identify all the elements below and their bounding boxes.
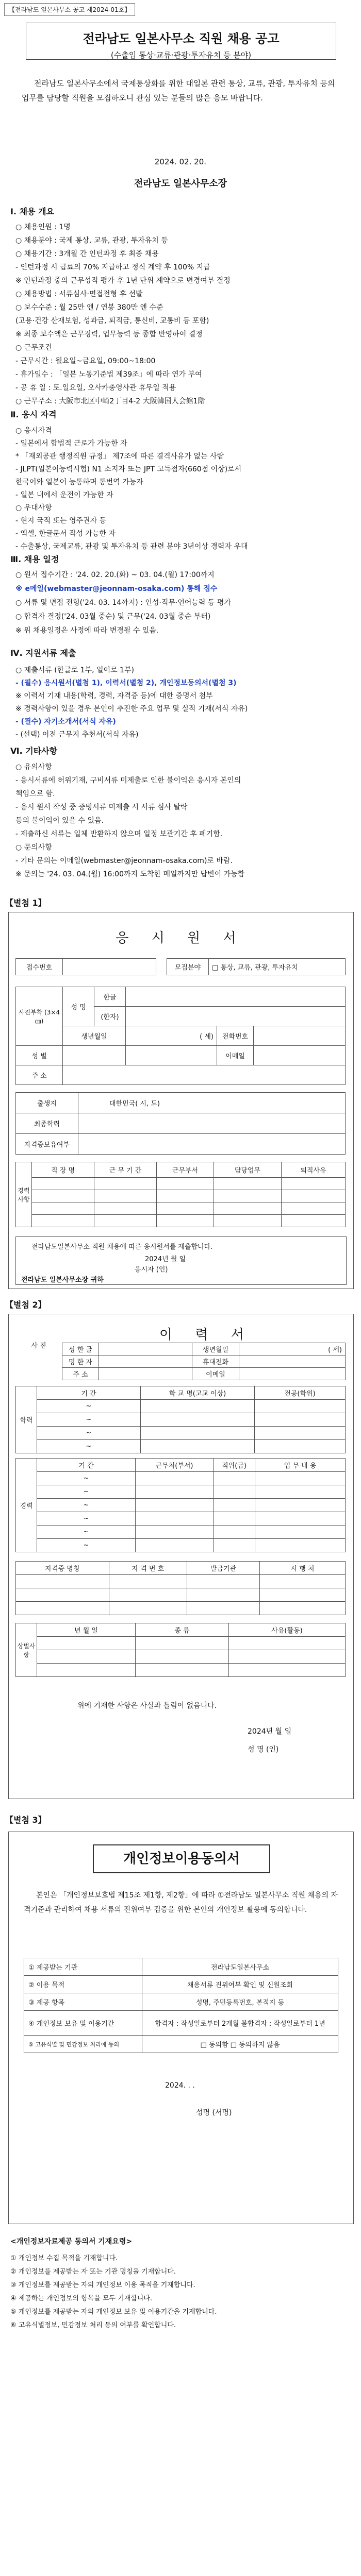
rc-col-duty: 업 무 내 용 xyxy=(255,1459,346,1472)
sec2-line: * 「재외공관 행정직원 규정」 제7조에 따른 결격사유가 없는 사람 xyxy=(15,452,224,461)
intro-paragraph: 전라남도 일본사무소에서 국제통상화를 위한 대일본 관련 통상, 교류, 관광, 투자유치 등의 업무를 담당할 직원을 모집하오니 관심 있는 분들의 많은 응모 바랍니다. xyxy=(22,79,335,103)
note-line: ⑥ 고유식별정보, 민감정보 처리 동의 여부를 확인합니다. xyxy=(10,2321,176,2329)
resume-phone-label: 휴대전화 xyxy=(192,1355,239,1367)
resume-title: 이 력 서 xyxy=(159,1327,253,1343)
career-cell[interactable] xyxy=(94,1202,157,1215)
lic-cell[interactable] xyxy=(260,1588,346,1602)
gender-value[interactable] xyxy=(63,1046,126,1065)
award-cell[interactable] xyxy=(136,1637,229,1650)
career-col-duty: 담당업무 xyxy=(214,1162,282,1178)
award-cell[interactable] xyxy=(136,1650,229,1664)
edu-col-major: 전공(학위) xyxy=(255,1386,346,1400)
page-title: 전라남도 일본사무소 직원 채용 공고 xyxy=(83,31,280,46)
edu-period[interactable]: ~ xyxy=(37,1440,141,1453)
career-cell[interactable] xyxy=(157,1215,214,1227)
resume-confirm: 위에 기재한 사항은 사실과 틀림이 없음니다. xyxy=(77,1702,217,1710)
career-side-label-2: 경력 xyxy=(16,1459,37,1552)
rc-cell[interactable] xyxy=(214,1526,255,1539)
sec2-line: - JLPT(일본어능력시험) N1 소지자 또는 JPT 고득점자(660점 이상)로서 xyxy=(15,465,242,473)
edu-cell[interactable] xyxy=(255,1400,346,1413)
consent-row-value: 채용서류 진위여부 확인 및 신원조회 xyxy=(142,1976,338,1993)
edu-period[interactable]: ~ xyxy=(37,1427,141,1440)
resume-email-value[interactable] xyxy=(239,1367,346,1380)
resume-date[interactable]: 2024년 월 일 xyxy=(248,1727,292,1736)
lic-col-name: 자격증 명칭 xyxy=(16,1562,109,1575)
sec4-line: ○ 제출서류 (한글로 1부, 일어로 1부) xyxy=(15,666,134,674)
spacer-cell xyxy=(126,1046,217,1065)
rc-cell[interactable] xyxy=(136,1472,214,1485)
career-col-period: 근 무 기 간 xyxy=(94,1162,157,1178)
edu-col-school: 학 교 명(고교 이상) xyxy=(141,1386,255,1400)
career-cell[interactable] xyxy=(94,1215,157,1227)
award-col-date: 년 월 일 xyxy=(37,1623,136,1637)
edu-cell[interactable] xyxy=(255,1440,346,1453)
announcement-date: 2024. 02. 20. xyxy=(154,157,207,166)
rc-cell[interactable] xyxy=(255,1499,346,1512)
note-line: ① 개인정보 수집 목적을 기재합니다. xyxy=(10,2255,118,2262)
career-cell[interactable] xyxy=(32,1178,94,1190)
sec2-line: 한국어와 일본어 능통하며 통번역 가능자 xyxy=(15,478,143,486)
resume-personal-table xyxy=(15,1322,346,1380)
resume-award-table xyxy=(15,1623,346,1677)
career-cell[interactable] xyxy=(282,1202,346,1215)
career-cell[interactable] xyxy=(32,1202,94,1215)
rc-period[interactable]: ~ xyxy=(37,1539,136,1552)
sec1-line: - 휴가일수 : 「일본 노동기준법 제39조」에 따라 연가 부여 xyxy=(15,370,202,379)
sec1-line: ※ 인턴과정 중의 근무성적 평가 후 1년 단위 계약으로 변경여부 결정 xyxy=(15,277,231,285)
announcement-signer: 전라남도 일본사무소장 xyxy=(134,178,227,189)
hangul-label: 한글 xyxy=(94,987,126,1007)
sec3-line: ※ e메일(webmaster@jeonnam-osaka.com) 통해 접수 xyxy=(15,585,218,593)
sec3-line: ○ 원서 접수기간 : '24. 02. 20.(화) ~ 03. 04.(월) 17:00까지 xyxy=(15,571,215,579)
edu-cell[interactable] xyxy=(141,1413,255,1427)
resume-career-table xyxy=(15,1458,346,1552)
award-cell[interactable] xyxy=(37,1664,136,1677)
sec3-line: ○ 합격자 결정('24. 03월 중순) 및 근무('24. 03월 중순 부터) xyxy=(15,613,211,621)
edu-period[interactable]: ~ xyxy=(37,1413,141,1427)
career-col-company: 직 장 명 xyxy=(32,1162,94,1178)
sec4-line: - (필수) 응시원서(별첨 1), 이력서(별첨 2), 개인정보동의서(별첨 3) xyxy=(15,679,237,687)
lic-col-number: 자 격 번 호 xyxy=(109,1562,187,1575)
consent-row-label: ② 이용 목적 xyxy=(24,1976,142,1993)
sec6-line: ※ 문의는 '24. 03. 04.(월) 16:00까지 도착한 메일까지만 답변이 가능함 xyxy=(15,870,245,878)
consent-row-value: 성명, 주민등록번호, 본적지 등 xyxy=(142,1993,338,2011)
resume-name-hangul: 성 한 글 xyxy=(62,1343,99,1355)
sec4-line: ※ 경력사항이 있을 경우 본인이 추진한 주요 업무 및 실적 기재(서식 자유) xyxy=(15,705,248,713)
rc-period[interactable]: ~ xyxy=(37,1485,136,1499)
resume-education-table xyxy=(15,1386,346,1453)
lic-cell[interactable] xyxy=(16,1602,109,1615)
resume-address-label: 주 소 xyxy=(62,1367,99,1380)
section-heading-documents: Ⅳ. 지원서류 제출 xyxy=(10,648,76,658)
lic-cell[interactable] xyxy=(260,1602,346,1615)
career-col-dept: 근무부서 xyxy=(157,1162,214,1178)
sec2-line: - 수출통상, 국제교류, 관광 및 투자유치 등 관련 분야 3년이상 경력자 우대 xyxy=(15,543,248,551)
sec1-line: ※ 최종 보수액은 근무경력, 업무능력 등 종합 반영하여 결정 xyxy=(15,330,203,338)
consent-table xyxy=(24,1958,338,2053)
resume-birth-age[interactable]: ( 세) xyxy=(239,1343,346,1355)
section-heading-overview: Ⅰ. 채용 개요 xyxy=(10,207,54,216)
sec4-line: - (필수) 자기소개서(서식 자유) xyxy=(15,718,116,726)
career-cell[interactable] xyxy=(214,1190,282,1202)
lic-col-org: 시 행 처 xyxy=(260,1562,346,1575)
career-cell[interactable] xyxy=(157,1190,214,1202)
application-personal-table xyxy=(15,987,346,1085)
lic-cell[interactable] xyxy=(16,1575,109,1588)
rc-cell[interactable] xyxy=(136,1485,214,1499)
appendix-1-label: 【별첨 1】 xyxy=(5,898,46,908)
rc-cell[interactable] xyxy=(136,1526,214,1539)
declaration-text: 전라남도일본사무소 직원 채용에 따른 응시원서를 제출합니다. xyxy=(31,1243,213,1251)
resume-license-table xyxy=(15,1561,346,1615)
appendix-2-label: 【별첨 2】 xyxy=(5,1300,46,1310)
declaration-applicant[interactable]: 응시자 (인) xyxy=(135,1266,168,1274)
receipt-label: 접수번호 xyxy=(16,959,63,975)
declaration-to: 전라남도 일본사무소장 귀하 xyxy=(21,1276,104,1284)
application-background-table xyxy=(15,1092,346,1155)
receipt-value[interactable] xyxy=(63,959,156,975)
resume-name-hangul-value[interactable] xyxy=(99,1343,192,1355)
field-label: 모집분야 xyxy=(167,959,209,975)
rc-cell[interactable] xyxy=(136,1539,214,1552)
note-line: ③ 개인정보를 제공받는 자의 개인정보 이용 목적을 기재합니다. xyxy=(10,2281,195,2289)
education-value[interactable] xyxy=(78,1113,346,1134)
edu-cell[interactable] xyxy=(255,1413,346,1427)
lic-cell[interactable] xyxy=(109,1588,187,1602)
birth-age[interactable]: ( 세) xyxy=(126,1026,217,1046)
career-cell[interactable] xyxy=(32,1215,94,1227)
section-heading-etc: Ⅵ. 기타사항 xyxy=(10,746,58,756)
birthplace-value[interactable]: 대한민국( 시, 도) xyxy=(78,1093,346,1113)
lic-cell[interactable] xyxy=(187,1602,260,1615)
edu-cell[interactable] xyxy=(141,1440,255,1453)
resume-birth-label: 생년월일 xyxy=(192,1343,239,1355)
phone-value[interactable] xyxy=(254,1026,346,1046)
career-cell[interactable] xyxy=(94,1178,157,1190)
email-label: 이메일 xyxy=(217,1046,254,1065)
sec6-line: ○ 문의사항 xyxy=(15,843,52,852)
award-cell[interactable] xyxy=(229,1637,346,1650)
birth-label: 생년월일 xyxy=(63,1026,126,1046)
career-cell[interactable] xyxy=(214,1202,282,1215)
education-side-label: 학력 xyxy=(16,1386,37,1453)
award-side-label: 상벌사항 xyxy=(16,1623,37,1677)
notice-number: 【전라남도 일본사무소 공고 제2024-01호】 xyxy=(4,3,135,16)
address-label: 주 소 xyxy=(16,1065,63,1085)
lic-cell[interactable] xyxy=(187,1575,260,1588)
resume-photo[interactable]: 사 진 xyxy=(31,1342,46,1350)
birthplace-label: 출생지 xyxy=(16,1093,78,1113)
rc-cell[interactable] xyxy=(214,1472,255,1485)
section-heading-qualification: Ⅱ. 응시 자격 xyxy=(10,410,57,419)
career-cell[interactable] xyxy=(157,1202,214,1215)
sec1-line: ○ 채용방법 : 서류심사·면접전형 후 선발 xyxy=(15,290,143,298)
sec1-line: ○ 근무조건 xyxy=(15,344,52,352)
rc-cell[interactable] xyxy=(136,1499,214,1512)
sec1-line: ○ 보수수준 : 월 25만 엔 / 연봉 380만 엔 수준 xyxy=(15,303,163,312)
career-cell[interactable] xyxy=(282,1215,346,1227)
consent-row-value: 전라남도일본사무소 xyxy=(142,1958,338,1976)
edu-cell[interactable] xyxy=(255,1427,346,1440)
rc-cell[interactable] xyxy=(136,1512,214,1526)
award-cell[interactable] xyxy=(229,1664,346,1677)
career-cell[interactable] xyxy=(157,1178,214,1190)
resume-sign[interactable]: 성 명 (인) xyxy=(248,1745,279,1754)
sec3-line: ○ 서류 및 면접 전형('24. 03. 14까지) : 인성·직무·언어능력 등 평가 xyxy=(15,599,231,607)
resume-phone-value[interactable] xyxy=(239,1355,346,1367)
career-cell[interactable] xyxy=(214,1178,282,1190)
lic-cell[interactable] xyxy=(109,1602,187,1615)
award-cell[interactable] xyxy=(37,1637,136,1650)
lic-cell[interactable] xyxy=(260,1575,346,1588)
career-cell[interactable] xyxy=(282,1178,346,1190)
award-col-type: 종 류 xyxy=(136,1623,229,1637)
career-cell[interactable] xyxy=(282,1190,346,1202)
sec6-line: - 응시 원서 작성 중 증빙서류 미제출 시 서류 심사 탈락 xyxy=(15,803,188,811)
sec3-line: ※ 위 채용일정은 사정에 따라 변경될 수 있음. xyxy=(15,626,159,635)
resume-name-hanja-value[interactable] xyxy=(99,1355,192,1367)
consent-row-label: ④ 개인정보 보유 및 이용기간 xyxy=(24,2011,142,2036)
sec6-line: - 기타 문의는 이메일(webmaster@jeonnam-osaka.com)로 바람. xyxy=(15,857,233,865)
lic-cell[interactable] xyxy=(187,1588,260,1602)
career-side-label: 경력사항 xyxy=(16,1162,32,1227)
award-cell[interactable] xyxy=(37,1650,136,1664)
consent-sign[interactable]: 성명 (서명) xyxy=(196,2109,232,2117)
award-col-reason: 사유(활동) xyxy=(229,1623,346,1637)
note-line: ⑤ 개인정보를 제공받는 자의 개인정보 보유 및 이용기간을 기재합니다. xyxy=(10,2308,217,2316)
sec1-line: (고용·건강 산재보험, 성과금, 퇴직금, 통신비, 교통비 등 포함) xyxy=(15,317,209,325)
note-line: ② 개인정보를 제공받는 자 또는 기관 명칭을 기재합니다. xyxy=(10,2268,176,2276)
award-cell[interactable] xyxy=(136,1664,229,1677)
rc-cell[interactable] xyxy=(255,1485,346,1499)
rc-period[interactable]: ~ xyxy=(37,1472,136,1485)
resume-address-value[interactable] xyxy=(99,1367,192,1380)
consent-agree-checkbox[interactable]: □ 동의함 □ 동의하지 않음 xyxy=(142,2036,338,2053)
edu-cell[interactable] xyxy=(141,1400,255,1413)
section-heading-schedule: Ⅲ. 채용 일정 xyxy=(10,554,59,564)
photo-box[interactable]: 사진부착 (3×4㎝) xyxy=(16,987,63,1046)
consent-date[interactable]: 2024. . . xyxy=(165,2081,195,2090)
career-table xyxy=(15,1162,346,1227)
notes-title: <개인정보자료제공 동의서 기재요령> xyxy=(10,2238,133,2246)
address-value[interactable] xyxy=(63,1065,346,1085)
resume-name-hanja: 명 한 자 xyxy=(62,1355,99,1367)
sec1-line: ○ 채용기간 : 3개월 간 인턴과정 후 최종 채용 xyxy=(15,250,159,258)
sec2-line: ○ 응시자격 xyxy=(15,427,52,435)
edu-period[interactable]: ~ xyxy=(37,1400,141,1413)
rc-cell[interactable] xyxy=(255,1526,346,1539)
rc-cell[interactable] xyxy=(255,1512,346,1526)
rc-period[interactable]: ~ xyxy=(37,1512,136,1526)
phone-label: 전화번호 xyxy=(217,1026,254,1046)
rc-col-org: 근무처(부서) xyxy=(136,1459,214,1472)
sec2-line: - 일본에서 합법적 근로가 가능한 자 xyxy=(15,439,127,448)
hanja-label: (한자) xyxy=(94,1007,126,1026)
career-col-reason: 퇴직사유 xyxy=(282,1162,346,1178)
sec1-line: - 근무시간 : 월요일~금요일, 09:00~18:00 xyxy=(15,357,156,365)
appendix-3-label: 【별첨 3】 xyxy=(5,1815,46,1825)
rc-cell[interactable] xyxy=(214,1485,255,1499)
rc-cell[interactable] xyxy=(214,1499,255,1512)
sec6-line: ○ 유의사항 xyxy=(15,763,52,771)
license-value[interactable] xyxy=(78,1134,346,1155)
sec2-line: - 일본 내에서 운전이 가능한 자 xyxy=(15,491,113,499)
gender-label: 성 별 xyxy=(16,1046,63,1065)
declaration-date[interactable]: 2024년 월 일 xyxy=(145,1256,186,1263)
lic-cell[interactable] xyxy=(16,1588,109,1602)
sec2-line: ○ 우대사항 xyxy=(15,504,52,512)
rc-cell[interactable] xyxy=(214,1539,255,1552)
rc-col-rank: 직위(급) xyxy=(214,1459,255,1472)
resume-email-label: 이메일 xyxy=(192,1367,239,1380)
rc-period[interactable]: ~ xyxy=(37,1526,136,1539)
field-options[interactable]: □ 통상, 교류, 관광, 투자유치 xyxy=(209,959,346,975)
consent-body: 본인은 「개인정보보호법 제15조 제1항, 제2항」에 따라 ①전라남도 일본사무소 직원 채용의 자격기준과 관리하여 채용 서류의 진위여부 검증을 위한 본인의 개인정보 활용에 동의합니다. xyxy=(24,1891,338,1914)
rc-cell[interactable] xyxy=(214,1512,255,1526)
sec1-line: ○ 채용분야 : 국제 통상, 교류, 관광, 투자유치 등 xyxy=(15,236,168,245)
rc-period[interactable]: ~ xyxy=(37,1499,136,1512)
sec4-line: ※ 이력서 기재 내용(학력, 경력, 자격증 등)에 대한 증명서 첨부 xyxy=(15,692,213,700)
consent-title: 개인정보이용동의서 xyxy=(93,1844,270,1873)
rc-cell[interactable] xyxy=(255,1472,346,1485)
lic-col-issuer: 발급기관 xyxy=(187,1562,260,1575)
name-label: 성 명 xyxy=(63,987,94,1026)
career-cell[interactable] xyxy=(32,1190,94,1202)
hanja-value[interactable] xyxy=(126,1007,346,1026)
rc-cell[interactable] xyxy=(255,1539,346,1552)
declaration-box xyxy=(15,1236,347,1285)
award-cell[interactable] xyxy=(229,1650,346,1664)
application-top-table xyxy=(15,958,346,975)
title-box xyxy=(26,23,336,60)
email-value[interactable] xyxy=(254,1046,346,1065)
career-cell[interactable] xyxy=(94,1190,157,1202)
license-label: 자격증보유여부 xyxy=(16,1134,78,1155)
edu-cell[interactable] xyxy=(141,1427,255,1440)
lic-cell[interactable] xyxy=(109,1575,187,1588)
sec6-line: 책임으로 함. xyxy=(15,790,55,798)
sec1-line: ○ 채용인원 : 1명 xyxy=(15,223,71,231)
sec1-line: - 공 휴 일 : 토.일요일, 오사카총영사관 휴무일 적용 xyxy=(15,384,176,392)
consent-row-value: 합격자 : 작성일로부터 2개월 불합격자 : 작성일로부터 1년 xyxy=(142,2011,338,2036)
sec4-line: - (선택) 이전 근무지 추천서(서식 자유) xyxy=(15,731,139,739)
hangul-value[interactable] xyxy=(126,987,346,1007)
sec6-line: 등의 불이익이 있을 수 있음. xyxy=(15,817,104,825)
career-cell[interactable] xyxy=(214,1215,282,1227)
rc-col-period: 기 간 xyxy=(37,1459,136,1472)
page-subtitle: (수출입 통상·교류·관광·투자유치 등 분야) xyxy=(110,50,252,60)
edu-col-period: 기 간 xyxy=(37,1386,141,1400)
sec2-line: - 엑셀, 한글문서 작성 가능한 자 xyxy=(15,530,116,538)
application-form-title: 응 시 원 서 xyxy=(116,930,245,946)
consent-row-label: ① 제공받는 기관 xyxy=(24,1958,142,1976)
consent-row-label: ⑤ 고유식별 및 민감정보 처리에 동의 xyxy=(24,2036,142,2053)
sec6-line: - 응시서류에 허위기재, 구비서류 미제출로 인한 불이익은 응시자 본인의 xyxy=(15,776,241,785)
consent-row-label: ③ 제공 항목 xyxy=(24,1993,142,2011)
education-label: 최종학력 xyxy=(16,1113,78,1134)
sec1-line: - 인턴과정 시 급료의 70% 지급하고 정식 계약 후 100% 지급 xyxy=(15,263,210,272)
note-line: ④ 제공하는 개인정보의 항목을 모두 기재합니다. xyxy=(10,2295,153,2302)
sec2-line: - 현지 국적 또는 영주권자 등 xyxy=(15,517,107,525)
sec6-line: - 제출하신 서류는 일체 반환하지 않으며 일정 보관기간 후 폐기함. xyxy=(15,830,223,838)
sec1-line: ○ 근무주소 : 大阪市北区中崎2丁目4-2 大阪韓国人会館1階 xyxy=(15,397,205,405)
